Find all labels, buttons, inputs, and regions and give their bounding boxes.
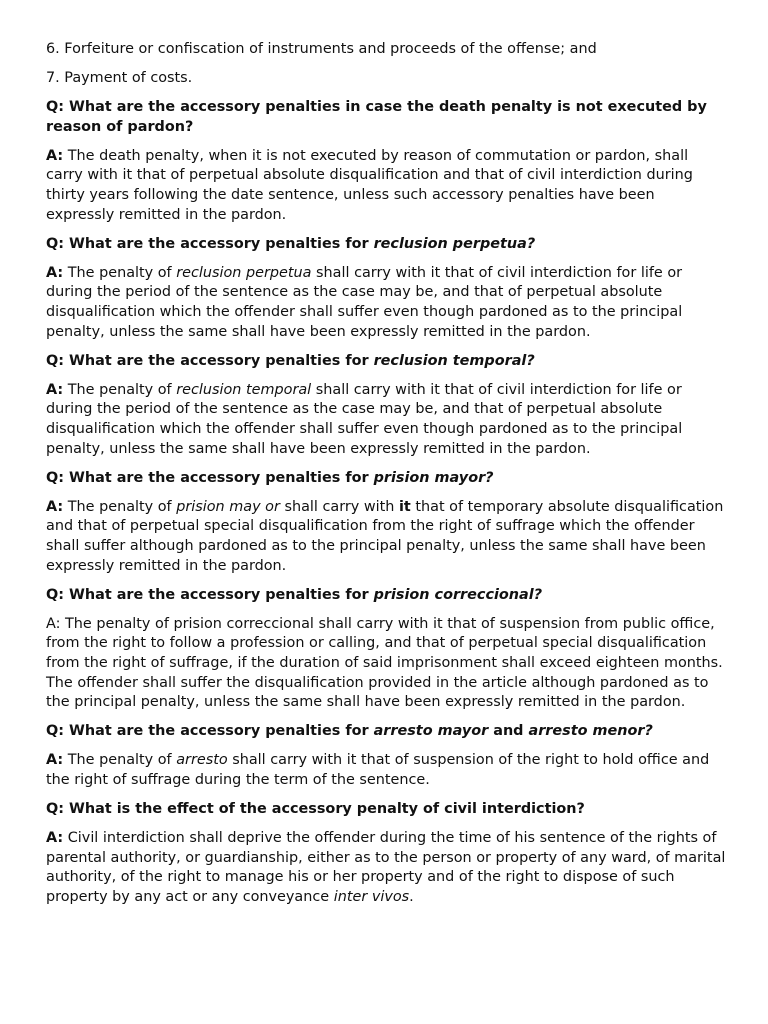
document-page (46, 40, 726, 907)
answer-mid: shall carry with (279, 498, 399, 515)
question-civil-interdiction: Q: What is the effect of the accessory penalty of civil interdiction? (46, 801, 585, 817)
question-prision-mayor (46, 469, 726, 489)
question-term: reclusion perpetua? (373, 235, 536, 252)
answer-text: shall carry with it that of civil interdiction for life or during the period of the sentence as the case may be, and that of perpetual absolute disqualification which the offender shall suffer even though pardoned as to the principal penalty, unless the same shall have been expressly remitted in the pardon. (46, 264, 683, 340)
answer-text: shall carry with it that of suspension of the right to hold office and the right of suffrage during the term of the sentence. (46, 752, 710, 788)
list-item-forfeiture: 6. Forfeiture or confiscation of instruments and proceeds of the offense; and (46, 41, 597, 57)
answer-prision-correccional: A: The penalty of prision correccional shall carry with it that of suspension from public office, from the right to follow a profession or calling, and that of perpetual special disqualification from the right of suffrage, if the duration of said imprisonment shall exceed eighteen months. The offender shall suffer the disqualification provided in the article although pardoned as to the principal penalty, unless the same shall have been expressly remitted in the pardon. (46, 615, 723, 711)
answer-label: A: (46, 830, 64, 847)
answer-term: reclusion temporal (176, 381, 312, 398)
answer-reclusion-temporal (46, 381, 726, 459)
question-arresto (46, 722, 726, 742)
answer-end: . (409, 888, 414, 905)
question-prision-correccional (46, 586, 726, 606)
list-item-costs: 7. Payment of costs. (46, 70, 193, 87)
question-and: and (488, 723, 529, 740)
answer-term: arresto (176, 752, 228, 769)
answer-prefix: The penalty of (67, 264, 177, 281)
answer-term: inter vivos (333, 888, 410, 905)
question-death-penalty-pardon: Q: What are the accessory penalties in case the death penalty is not executed by reason of pardon? (46, 99, 707, 135)
question-reclusion-perpetua (46, 235, 726, 255)
answer-death-penalty-pardon (46, 147, 726, 225)
answer-prefix: The penalty of (67, 381, 177, 398)
answer-prefix: The penalty of (67, 498, 177, 515)
answer-bold-word: it (399, 498, 411, 515)
answer-text: Civil interdiction shall deprive the offender during the time of his sentence of the rights of parental authority, or guardianship, either as to the person or property of any ward, of marital authority, of the right to manage his or her property and of the right to dispose of such property by any act or any conveyance (46, 830, 726, 905)
question-prefix: Q: What are the accessory penalties for (46, 469, 374, 486)
answer-label: A: (46, 147, 64, 164)
answer-label: A: (46, 752, 64, 769)
question-reclusion-temporal (46, 352, 726, 372)
question-term-menor: arresto menor? (528, 723, 653, 740)
answer-civil-interdiction (46, 829, 726, 907)
question-prefix: Q: What are the accessory penalties for (46, 723, 374, 740)
answer-term: reclusion perpetua (176, 264, 312, 281)
answer-prision-mayor (46, 498, 726, 576)
question-term: reclusion temporal? (373, 352, 535, 369)
answer-term: prision may or (176, 498, 280, 515)
answer-text: shall carry with it that of civil interdiction for life or during the period of the sentence as the case may be, and that of perpetual absolute disqualification which the offender shall suffer even though pardoned as to the principal penalty, unless the same shall have been expressly remitted in the pardon. (46, 381, 683, 457)
question-prefix: Q: What are the accessory penalties for (46, 586, 374, 603)
answer-text: The death penalty, when it is not executed by reason of commutation or pardon, shall carry with it that of perpetual absolute disqualification and that of civil interdiction during thirty years following the date sentence, unless such accessory penalties have been expressly remitted in the pardon. (46, 147, 693, 223)
question-term: prision correccional? (373, 586, 543, 603)
answer-reclusion-perpetua (46, 264, 726, 342)
answer-arresto (46, 751, 726, 790)
answer-text: that of temporary absolute disqualification and that of perpetual special disqualification from the right of suffrage which the offender shall suffer although pardoned as to the principal penalty, unless the same shall have been expressly remitted in the pardon. (46, 498, 724, 574)
question-term-mayor: arresto mayor (373, 723, 489, 740)
answer-label: A: (46, 498, 64, 515)
question-term: prision mayor? (373, 469, 494, 486)
answer-label: A: (46, 264, 64, 281)
question-prefix: Q: What are the accessory penalties for (46, 235, 374, 252)
answer-label: A: (46, 381, 64, 398)
answer-prefix: The penalty of (67, 752, 177, 769)
question-prefix: Q: What are the accessory penalties for (46, 352, 374, 369)
